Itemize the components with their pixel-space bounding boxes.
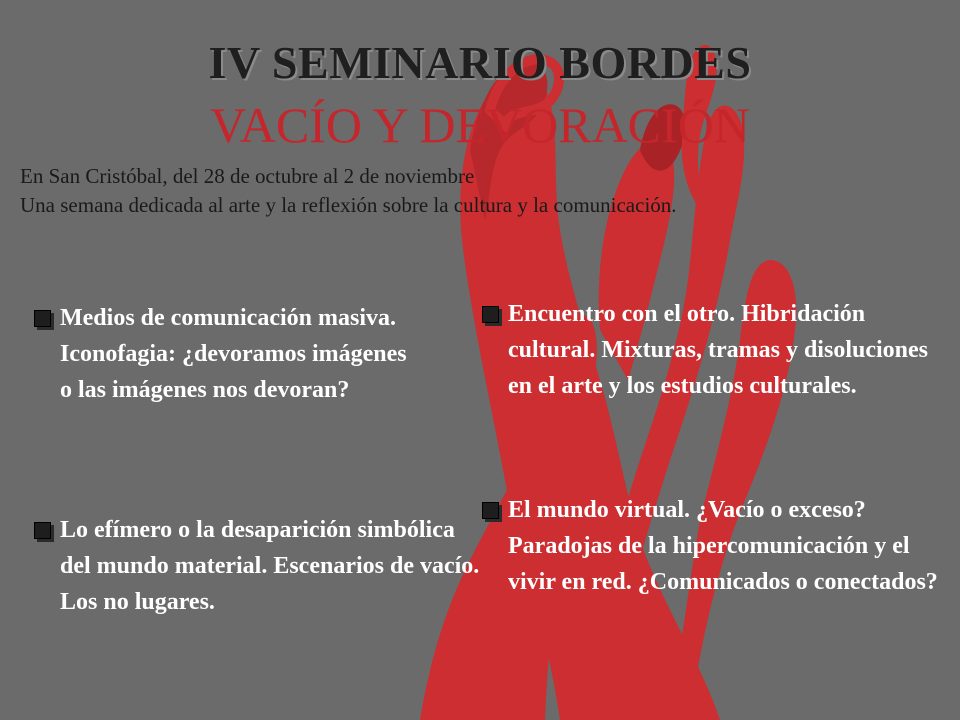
intro-line-description: Una semana dedicada al arte y la reflexión sobre la cultura y la comunicación. xyxy=(20,193,677,217)
bullet-text: El mundo virtual. ¿Vacío o exceso? Paradojas de la hipercomunicación y el vivir en red. ¿Comunicados o conectados? xyxy=(508,497,938,595)
square-bullet-icon xyxy=(34,310,51,327)
square-bullet-icon xyxy=(482,306,499,323)
bullet-item-virtual-world xyxy=(482,492,952,600)
bullet-text: Medios de comunicación masiva. Iconofagia: ¿devoramos imágenes o las imágenes nos devoran? xyxy=(60,305,407,403)
bullet-item-encounter xyxy=(482,296,952,404)
bullet-text: Lo efímero o la desaparición simbólica del mundo material. Escenarios de vacío. Los no lugares. xyxy=(60,517,480,615)
intro-text xyxy=(20,162,780,220)
square-bullet-icon xyxy=(482,502,499,519)
bullet-item-ephemeral xyxy=(34,512,484,620)
bullet-item-mass-media xyxy=(34,300,414,408)
page-title: IV SEMINARIO BORDES xyxy=(208,37,752,88)
bullet-text: Encuentro con el otro. Hibridación cultural. Mixturas, tramas y disoluciones en el arte y los estudios culturales. xyxy=(508,301,928,399)
page-subtitle: VACÍO Y DEVORACIÓN xyxy=(210,97,750,153)
square-bullet-icon xyxy=(34,522,51,539)
intro-line-dates: En San Cristóbal, del 28 de octubre al 2 de noviembre xyxy=(20,164,475,188)
